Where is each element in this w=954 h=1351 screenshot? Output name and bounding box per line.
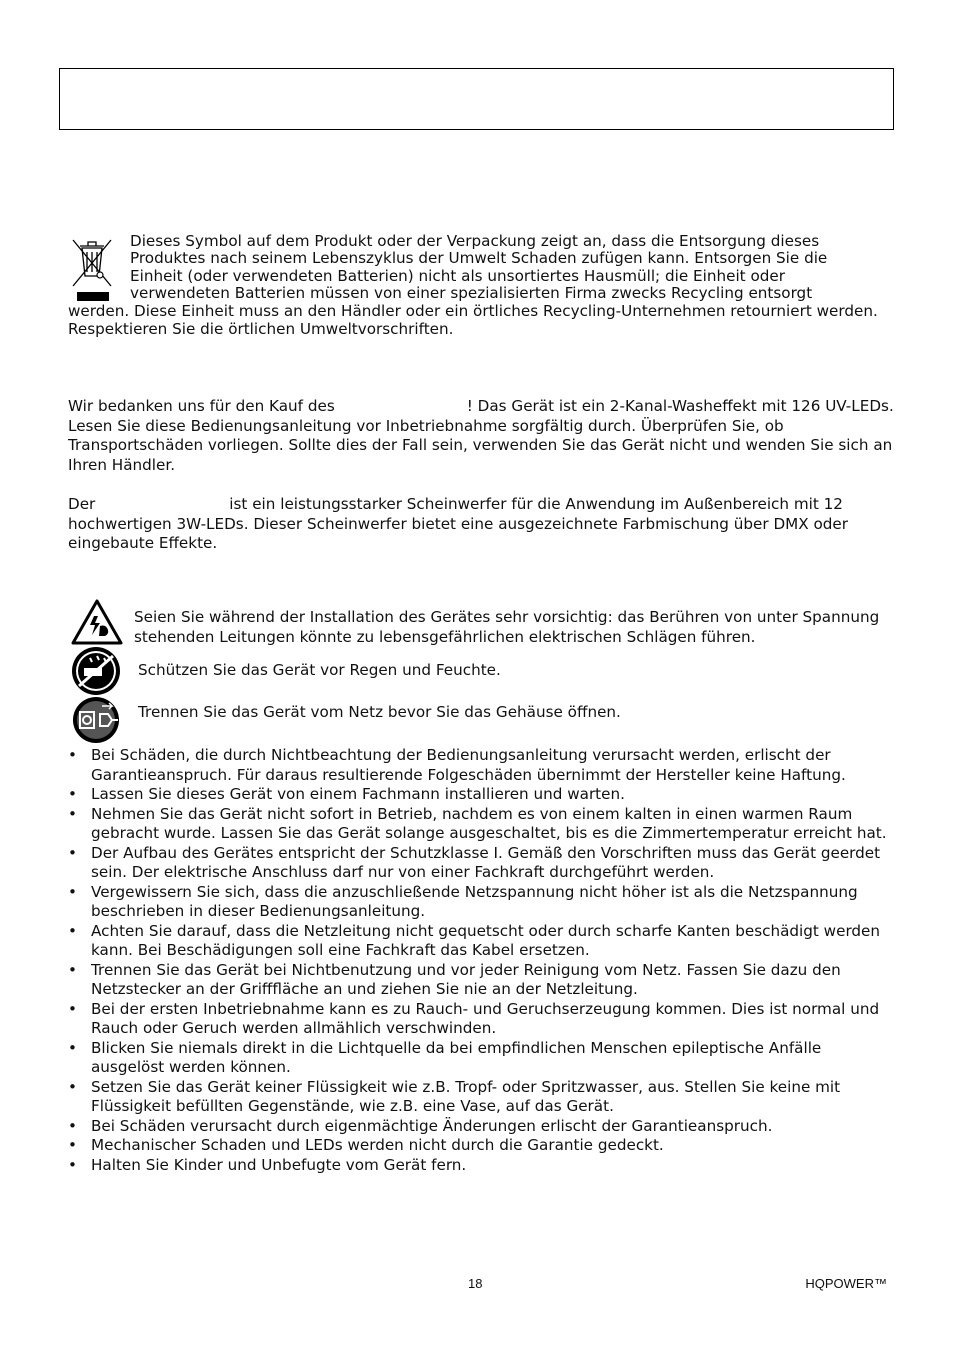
list-item: • Blicken Sie niemals direkt in die Lichtquelle da bei empfindlichen Menschen epileptische Anfälle ausgelöst werden können. — [68, 1039, 898, 1078]
unplug-icon — [70, 696, 122, 744]
disposal-line-2: Produktes nach seinem Lebenszyklus der Umwelt Schaden zufügen kann. Entsorgen Sie die — [130, 249, 828, 267]
list-item: • Achten Sie darauf, dass die Netzleitung nicht gequetscht oder durch scharfe Kanten beschädigt werden kann. Bei Beschädigungen soll eine Fachkraft das Kabel ersetzen. — [68, 922, 898, 961]
intro-p2-start: Der — [68, 495, 96, 513]
list-item: • Vergewissern Sie sich, dass die anzuschließende Netzspannung nicht höher ist als die Netzspannung beschrieben in dieser Bedienungsanleitung. — [68, 883, 898, 922]
list-item: • Bei Schäden verursacht durch eigenmächtige Änderungen erlischt der Garantieanspruch. — [68, 1117, 898, 1137]
list-item: • Lassen Sie dieses Gerät von einem Fachmann installieren und warten. — [68, 785, 898, 805]
list-item: • Der Aufbau des Gerätes entspricht der Schutzklasse I. Gemäß den Vorschriften muss das Gerät geerdet sein. Der elektrische Anschluss darf nur von einer Fachkraft durchgeführt werden. — [68, 844, 898, 883]
disposal-line-4: verwendeten Batterien müssen von einer spezialisierten Firma zwecks Recycling entsorgt — [130, 284, 813, 302]
header-box — [59, 68, 894, 130]
intro-p2-rest: ist ein leistungsstarker Scheinwerfer für die Anwendung im Außenbereich mit 12 hochwertigen 3W-LEDs. Dieser Scheinwerfer bietet eine ausgezeichnete Farbmischung über DMX oder eingebaute Effekte. — [68, 495, 849, 553]
intro-p1-start: Wir bedanken uns für den Kauf des — [68, 397, 335, 415]
disposal-line-1: Dieses Symbol auf dem Produkt oder der Verpackung zeigt an, dass die Entsorgung dieses — [130, 232, 820, 250]
warning-electric-text: Seien Sie während der Installation des Gerätes sehr vorsichtig: das Berühren von unter Spannung stehenden Leitungen könnte zu lebensgefährlichen elektrischen Schlägen führen. — [134, 608, 880, 646]
intro-p1-rest: ! Das Gerät ist ein 2-Kanal-Washeffekt mit 126 UV-LEDs. Lesen Sie diese Bedienungsanleitung vor Inbetriebnahme sorgfältig durch. Überprüfen Sie, ob Transportschäden vorliegen. Sollte dies der Fall sein, verwenden Sie das Gerät nicht und wenden Sie sich an Ihren Händler. — [68, 397, 894, 474]
list-item: • Bei Schäden, die durch Nichtbeachtung der Bedienungsanleitung verursacht werden, erlischt der Garantieanspruch. Für daraus resultierende Folgeschäden übernimmt der Hersteller keine Haftung. — [68, 746, 898, 785]
list-item: • Nehmen Sie das Gerät nicht sofort in Betrieb, nachdem es von einem kalten in einen warmen Raum gebracht wurde. Lassen Sie das Gerät solange ausgeschaltet, bis es die Zimmertemperatur erreicht hat. — [68, 805, 898, 844]
intro-paragraph-1 — [68, 397, 898, 475]
disposal-rest: werden. Diese Einheit muss an den Händler oder ein örtliches Recycling-Unternehmen retourniert werden. Respektieren Sie die örtlichen Umweltvorschriften. — [68, 302, 878, 338]
footer-brand: HQPOWER™ — [805, 1276, 887, 1291]
weee-disposal-icon — [70, 234, 114, 302]
list-item: • Mechanischer Schaden und LEDs werden nicht durch die Garantie gedeckt. — [68, 1136, 898, 1156]
no-rain-icon — [70, 646, 122, 696]
disposal-line-3: Einheit (oder verwendeten Batterien) nicht als unsortiertes Hausmüll; die Einheit oder — [130, 267, 785, 285]
list-item: • Bei der ersten Inbetriebnahme kann es zu Rauch- und Geruchserzeugung kommen. Dies ist normal und Rauch oder Geruch werden allmählich verschwinden. — [68, 1000, 898, 1039]
page-number: 18 — [468, 1276, 483, 1291]
warning-rain-text: Schützen Sie das Gerät vor Regen und Feuchte. — [138, 661, 501, 679]
list-item: • Setzen Sie das Gerät keiner Flüssigkeit wie z.B. Tropf- oder Spritzwasser, aus. Stellen Sie keine mit Flüssigkeit befüllten Gegenstände, wie z.B. eine Vase, auf das Gerät. — [68, 1078, 898, 1117]
list-item: • Trennen Sie das Gerät bei Nichtbenutzung und vor jeder Reinigung vom Netz. Fassen Sie dazu den Netzstecker an der Grifffläche an und ziehen Sie nie an der Netzleitung. — [68, 961, 898, 1000]
electric-shock-warning-icon — [70, 598, 124, 646]
warning-unplug-text: Trennen Sie das Gerät vom Netz bevor Sie das Gehäuse öffnen. — [138, 703, 621, 721]
safety-bullet-list — [68, 746, 898, 1175]
list-item: • Halten Sie Kinder und Unbefugte vom Gerät fern. — [68, 1156, 898, 1176]
intro-paragraph-2 — [68, 495, 898, 554]
